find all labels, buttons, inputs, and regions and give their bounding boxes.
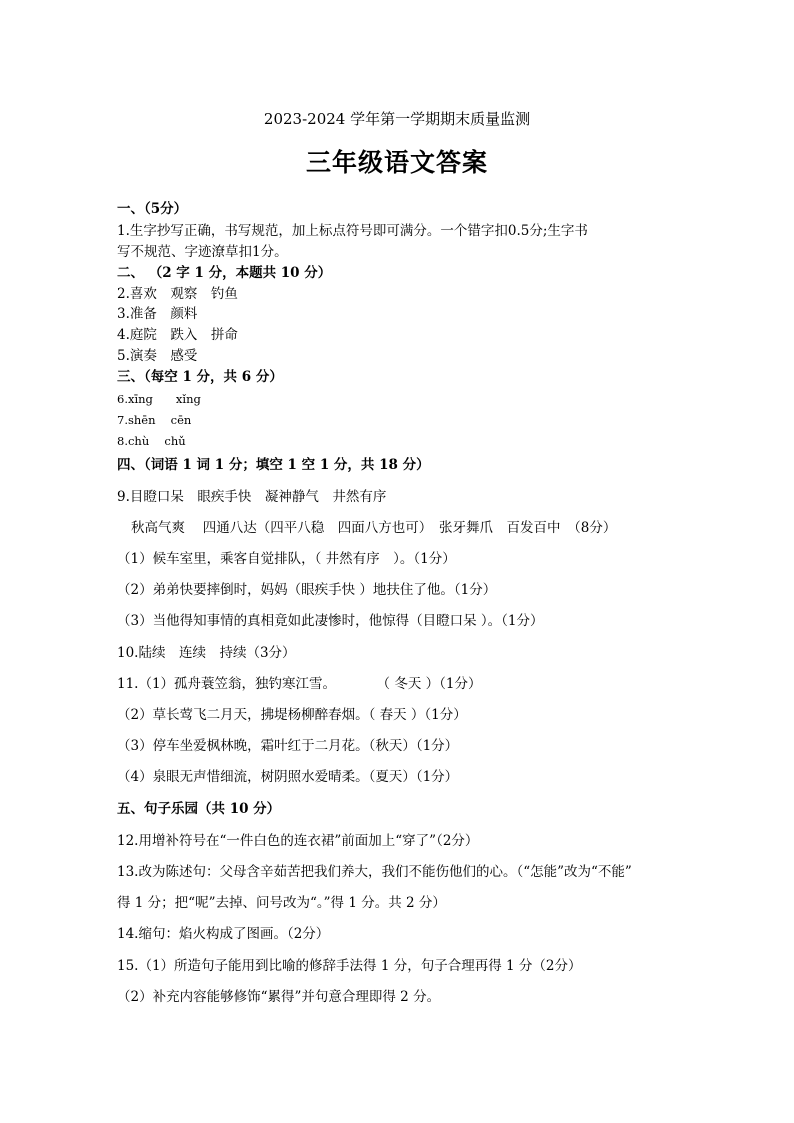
answer-1-line-2: 写不规范、字迹潦草扣1分。 bbox=[117, 244, 288, 260]
section-4-heading: 四、（词语 1 词 1 分；填空 1 空 1 分，共 18 分） bbox=[117, 457, 430, 473]
section-5-heading-points: （共 10 分） bbox=[198, 801, 281, 817]
answer-12: 12.用增补符号在“一件白色的连衣裙”前面加上“穿了”（2分） bbox=[117, 833, 479, 849]
answer-13-line-2: 得 1 分；把“呢”去掉、问号改为“。”得 1 分。共 2 分） bbox=[117, 895, 446, 911]
section-1-heading: 一、（5分） bbox=[117, 201, 188, 217]
answer-14: 14.缩句：焰火构成了图画。（2分） bbox=[117, 926, 330, 942]
answer-15-2: （2）补充内容能够修饰“累得”并句意合理即得 2 分。 bbox=[117, 989, 441, 1005]
section-5-heading bbox=[117, 800, 280, 818]
answer-13-line-1: 13.改为陈述句：父母含辛茹苦把我们养大，我们不能伤他们的心。（“怎能”改为“不能” bbox=[117, 864, 632, 880]
answer-1-line-1: 1.生字抄写正确，书写规范，加上标点符号即可满分。一个错字扣0.5分;生字书 bbox=[117, 223, 588, 239]
answer-9-fill-1: （1）候车室里，乘客自觉排队，（ 井然有序 ）。（1分） bbox=[117, 551, 456, 567]
answer-3: 3.准备 颜料 bbox=[117, 306, 198, 322]
answer-5: 5.演奏 感受 bbox=[117, 348, 198, 364]
exam-title: 2023-2024 学年第一学期期末质量监测 bbox=[263, 110, 531, 128]
answer-7: 7.shēn cēn bbox=[117, 413, 192, 427]
document-title: 三年级语文答案 bbox=[305, 148, 488, 177]
answer-9-fill-2: （2）弟弟快要摔倒时，妈妈（眼疾手快 ）地扶住了他。（1分） bbox=[117, 582, 497, 598]
answer-2: 2.喜欢 观察 钓鱼 bbox=[117, 286, 238, 302]
answer-11-4: （4）泉眼无声惜细流，树阴照水爱晴柔。（夏天）（1分） bbox=[117, 769, 459, 785]
answer-4: 4.庭院 跌入 拼命 bbox=[117, 327, 238, 343]
answer-9-words-1: 9.目瞪口呆 眼疾手快 凝神静气 井然有序 bbox=[117, 489, 387, 505]
answer-15-1: 15.（1）所造句子能用到比喻的修辞手法得 1 分，句子合理再得 1 分（2分） bbox=[117, 958, 582, 974]
answer-9-words-2: 秋高气爽 四通八达（四平八稳 四面八方也可） 张牙舞爪 百发百中 （8分） bbox=[131, 520, 617, 536]
answer-6: 6.xīng xǐng bbox=[117, 392, 201, 406]
section-5-heading-label: 五、句子乐园 bbox=[117, 801, 198, 817]
answer-11-3: （3）停车坐爱枫林晚，霜叶红于二月花。（秋天）（1分） bbox=[117, 738, 459, 754]
answer-11-1: 11.（1）孤舟蓑笠翁，独钓寒江雪。 （ 冬天 ）（1分） bbox=[117, 676, 482, 692]
section-3-heading: 三、（每空 1 分，共 6 分） bbox=[117, 369, 283, 385]
answer-9-fill-3: （3）当他得知事情的真相竟如此凄惨时，他惊得（目瞪口呆 ）。（1分） bbox=[117, 613, 544, 629]
answer-11-2: （2）草长莺飞二月天，拂堤杨柳醉春烟。（ 春天 ）（1分） bbox=[117, 707, 467, 723]
answer-8: 8.chù chǔ bbox=[117, 434, 186, 448]
section-2-heading: 二、 （2 字 1 分，本题共 10 分） bbox=[117, 265, 332, 281]
answer-10: 10.陆续 连续 持续（3分） bbox=[117, 645, 296, 661]
